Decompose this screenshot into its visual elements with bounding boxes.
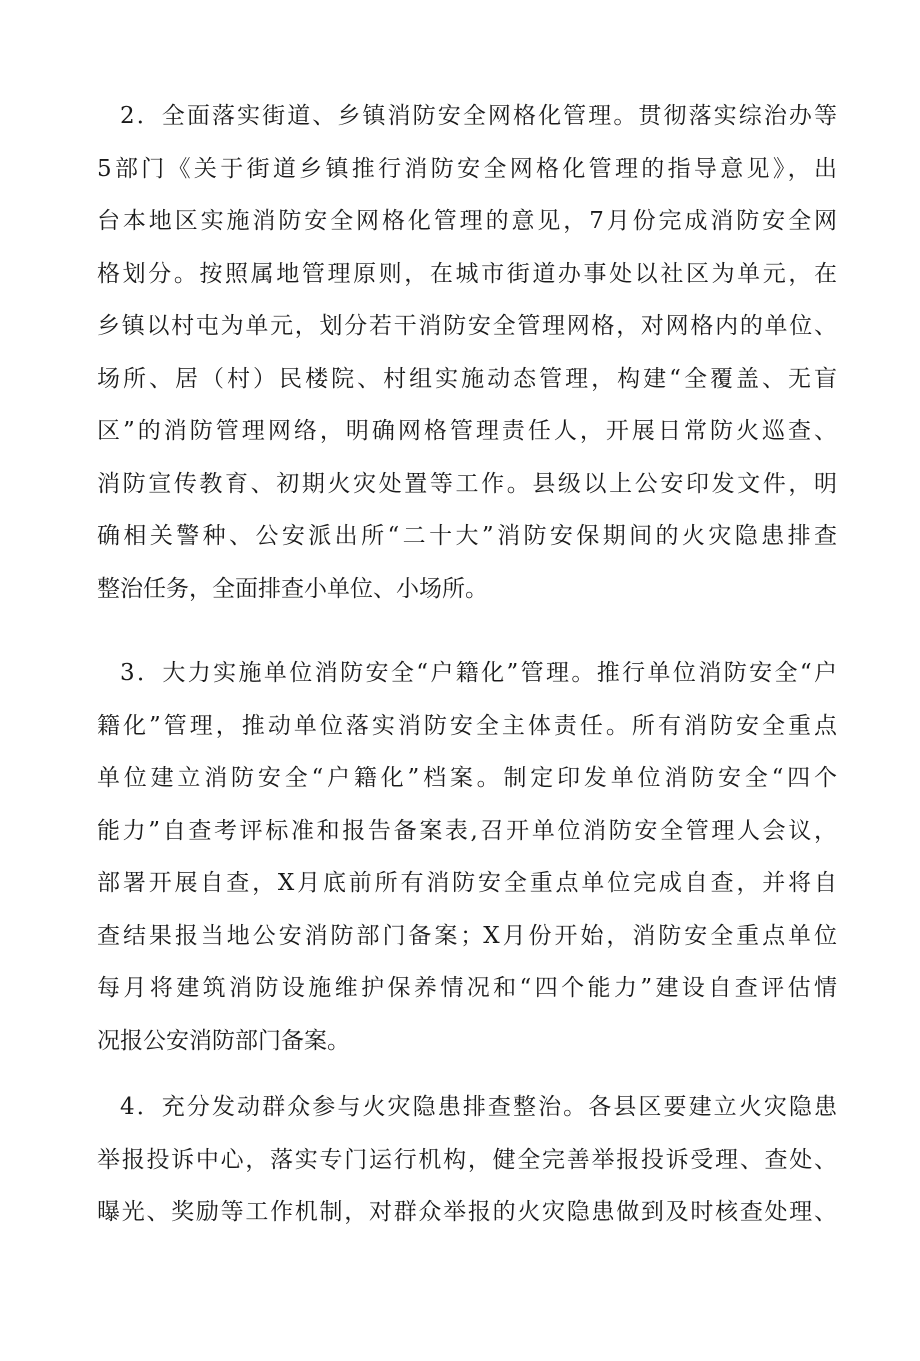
text-line: 2．全面落实街道、乡镇消防安全网格化管理。贯彻落实综治办等 [120,103,837,129]
text-line: 4．充分发动群众参与火灾隐患排查整治。各县区要建立火灾隐患 [120,1094,837,1120]
text-line: 部署开展自查，X月底前所有消防安全重点单位完成自查，并将自 [97,870,837,896]
text-line: 3．大力实施单位消防安全“户籍化”管理。推行单位消防安全“户 [120,660,837,686]
text-line: 乡镇以村屯为单元，划分若干消防安全管理网格，对网格内的单位、 [97,313,837,339]
text-line: 能力”自查考评标准和报告备案表,召开单位消防安全管理人会议， [97,817,837,844]
text-line: 区”的消防管理网络，明确网格管理责任人，开展日常防火巡查、 [97,418,837,444]
text-line: 确相关警种、公安派出所“二十大”消防安保期间的火灾隐患排查 [97,523,837,549]
paragraph-item-2 [97,90,837,615]
text-line: 籍化”管理，推动单位落实消防安全主体责任。所有消防安全重点 [97,712,837,739]
text-line: 整治任务，全面排查小单位、小场所。 [97,575,488,602]
text-line: 每月将建筑消防设施维护保养情况和“四个能力”建设自查评估情 [97,975,837,1001]
text-line: 格划分。按照属地管理原则，在城市街道办事处以社区为单元，在 [97,260,837,287]
text-line: 单位建立消防安全“户籍化”档案。制定印发单位消防安全“四个 [97,765,837,791]
text-line: 举报投诉中心，落实专门运行机构，健全完善举报投诉受理、查处、 [97,1146,837,1173]
text-line: 曝光、奖励等工作机制，对群众举报的火灾隐患做到及时核查处理、 [97,1199,837,1225]
text-line: 查结果报当地公安消防部门备案；X月份开始，消防安全重点单位 [97,922,837,949]
paragraph-item-4 [97,1081,837,1239]
text-line: 况报公安消防部门备案。 [97,1027,350,1054]
text-line: 5部门《关于街道乡镇推行消防安全网格化管理的指导意见》，出 [97,155,837,182]
text-line: 消防宣传教育、初期火灾处置等工作。县级以上公安印发文件，明 [97,470,837,497]
text-line: 台本地区实施消防安全网格化管理的意见，7月份完成消防安全网 [97,208,837,234]
paragraph-item-3 [97,647,837,1067]
text-line: 场所、居（村）民楼院、村组实施动态管理，构建“全覆盖、无盲 [97,365,837,392]
